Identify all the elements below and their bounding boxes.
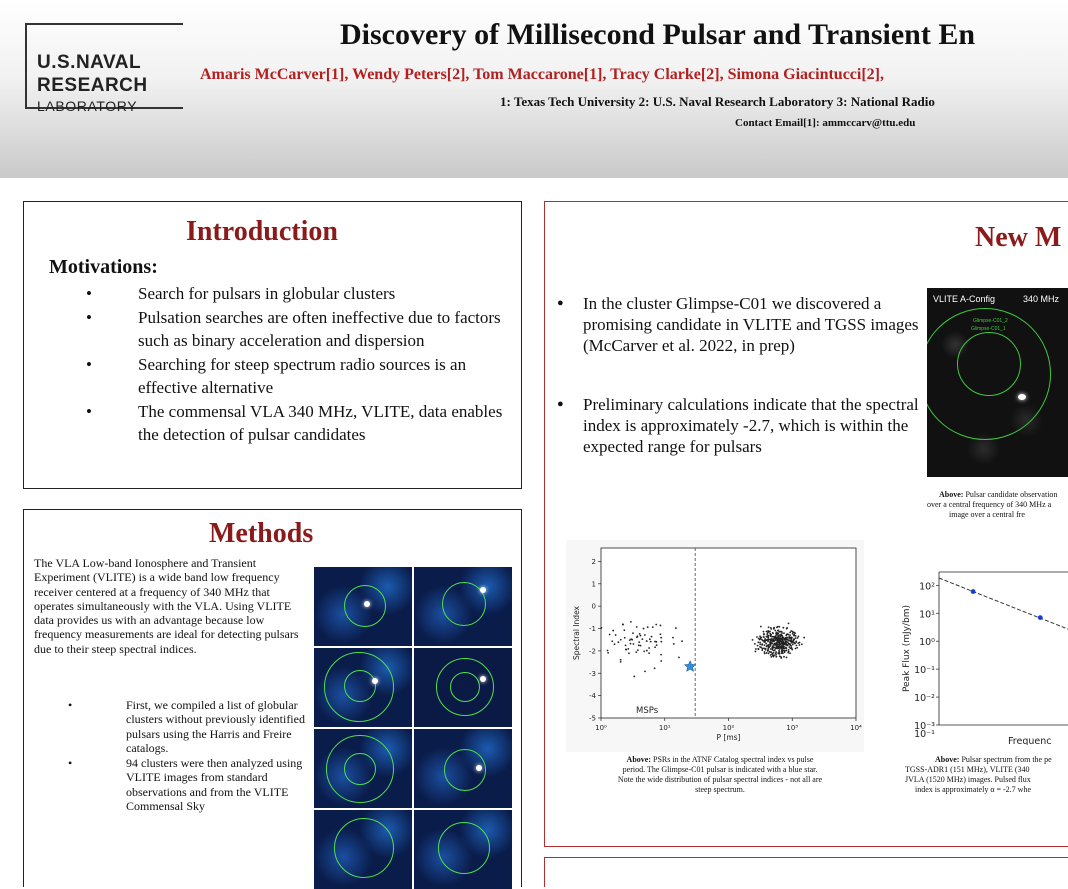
data-point — [764, 644, 766, 646]
data-point — [759, 642, 761, 644]
spectrum-caption: Above: Pulsar spectrum from the pe TGSS-ADR1 (151 MHz), VLITE (340 JVLA (1520 MHz) images. Pulsed flux index is approximately α = -2.7 whe — [905, 755, 1052, 794]
data-point — [778, 650, 780, 652]
data-point — [625, 648, 627, 650]
list-item: • Search for pulsars in globular clusters — [86, 282, 506, 305]
data-point — [628, 652, 630, 654]
data-point — [655, 641, 657, 643]
data-point — [783, 632, 785, 634]
spectrum-point — [971, 589, 976, 594]
data-point — [660, 625, 662, 627]
data-point — [647, 626, 649, 628]
data-point — [780, 643, 782, 645]
data-point — [774, 639, 776, 641]
data-point — [607, 650, 609, 652]
new-msp-title: New M — [975, 222, 1062, 253]
data-point — [770, 656, 772, 658]
data-point — [620, 659, 622, 661]
data-point — [766, 652, 768, 654]
motivations-heading: Motivations: — [49, 256, 158, 278]
data-point — [788, 649, 790, 651]
data-point — [625, 644, 627, 646]
data-point — [607, 652, 609, 654]
data-point — [786, 641, 788, 643]
data-point — [757, 645, 759, 647]
methods-panel — [23, 509, 522, 887]
data-point — [770, 645, 772, 647]
nrl-logo — [25, 23, 183, 114]
data-point — [655, 624, 657, 626]
y-tick-label: 10² — [919, 581, 935, 593]
data-point — [768, 631, 770, 633]
data-point — [660, 633, 662, 635]
data-point — [788, 651, 790, 653]
list-item: • Searching for steep spectrum radio sources is an effective alternative — [86, 353, 506, 399]
logo-line-2: RESEARCH — [37, 75, 148, 96]
y-tick-label: -5 — [589, 714, 596, 723]
data-point — [639, 633, 641, 635]
new-msp-panel — [544, 201, 1068, 847]
data-point — [632, 632, 634, 634]
data-point — [765, 643, 767, 645]
data-point — [767, 650, 769, 652]
data-point — [660, 654, 662, 656]
image-config-label: VLITE A-Config — [933, 294, 996, 304]
cluster-image — [414, 810, 512, 889]
data-point — [782, 645, 784, 647]
data-point — [776, 647, 778, 649]
data-point — [782, 627, 784, 629]
data-point — [786, 650, 788, 652]
data-point — [781, 650, 783, 652]
data-point — [764, 653, 766, 655]
spectrum-point — [1038, 615, 1043, 620]
data-point — [775, 642, 777, 644]
new-msp-list — [553, 293, 925, 457]
introduction-title: Introduction — [186, 216, 338, 247]
data-point — [673, 643, 675, 645]
data-point — [786, 657, 788, 659]
data-point — [779, 639, 781, 641]
data-point — [796, 645, 798, 647]
data-point — [788, 622, 790, 624]
data-point — [764, 638, 766, 640]
data-point — [780, 647, 782, 649]
data-point — [752, 639, 754, 641]
data-point — [791, 637, 793, 639]
data-point — [761, 644, 763, 646]
data-point — [759, 643, 761, 645]
data-point — [767, 637, 769, 639]
x-tick-label: 10³ — [786, 724, 799, 732]
image-tag: Glimpse-C01_1 — [971, 326, 1006, 332]
poster-title: Discovery of Millisecond Pulsar and Transient En — [340, 18, 976, 51]
image-tag: Glimpse-C01_2 — [973, 318, 1008, 324]
data-point — [790, 630, 792, 632]
y-axis-label: Spectral Index — [572, 606, 581, 660]
vlite-candidate-image — [927, 288, 1068, 477]
data-point — [781, 643, 783, 645]
list-item: • The commensal VLA 340 MHz, VLITE, data enables the detection of pulsar candidates — [86, 400, 506, 446]
data-point — [774, 630, 776, 632]
data-point — [600, 627, 602, 629]
data-point — [617, 641, 619, 643]
cluster-image — [314, 648, 412, 727]
y-tick-label: -2 — [589, 647, 596, 656]
data-point — [785, 647, 787, 649]
data-point — [784, 651, 786, 653]
x-axis-label: Frequenc — [1008, 736, 1052, 745]
data-point — [681, 640, 683, 642]
data-point — [777, 626, 779, 628]
data-point — [782, 641, 784, 643]
data-point — [614, 643, 616, 645]
data-point — [767, 635, 769, 637]
data-point — [649, 638, 651, 640]
data-point — [793, 635, 795, 637]
data-point — [755, 651, 757, 653]
data-point — [801, 643, 803, 645]
data-point — [779, 634, 781, 636]
data-point — [786, 637, 788, 639]
logo-line-1: U.S.NAVAL — [37, 52, 142, 73]
data-point — [643, 650, 645, 652]
poster-authors: Amaris McCarver[1], Wendy Peters[2], Tom Maccarone[1], Tracy Clarke[2], Simona Giacintucci[2], — [200, 66, 884, 83]
data-point — [793, 639, 795, 641]
data-point — [769, 642, 771, 644]
data-point — [651, 636, 653, 638]
list-item: ● Preliminary calculations indicate that the spectral index is approximately -2.7, which is within the expected range for pulsars — [553, 394, 925, 457]
data-point — [644, 670, 646, 672]
data-point — [654, 667, 656, 669]
data-point — [770, 651, 772, 653]
data-point — [794, 643, 796, 645]
data-point — [795, 635, 797, 637]
data-point — [788, 643, 790, 645]
y-tick-label: 10⁻³ — [914, 721, 935, 732]
data-point — [779, 653, 781, 655]
data-point — [782, 652, 784, 654]
data-point — [627, 648, 629, 650]
data-point — [776, 632, 778, 634]
x-tick-label: 10⁻¹ — [914, 729, 935, 740]
chart-caption: Above: PSRs in the ATNF Catalog spectral index vs pulse period. The Glimpse-C01 pulsar is indicated with a blue star. Note the wide distribution of pulsar spectral indices - not all are steep spectrum. — [617, 755, 823, 794]
cluster-image — [314, 810, 412, 889]
data-point — [764, 649, 766, 651]
data-point — [760, 637, 762, 639]
data-point — [773, 640, 775, 642]
data-point — [786, 628, 788, 630]
data-point — [763, 647, 765, 649]
data-point — [646, 650, 648, 652]
poster-header — [0, 0, 1068, 178]
data-point — [778, 626, 780, 628]
data-point — [644, 634, 646, 636]
data-point — [675, 627, 677, 629]
introduction-panel — [23, 201, 522, 489]
data-point — [646, 640, 648, 642]
x-tick-label: 10⁴ — [850, 724, 862, 732]
cluster-image — [414, 567, 512, 646]
data-point — [630, 643, 632, 645]
data-point — [637, 649, 639, 651]
data-point — [633, 643, 635, 645]
y-axis-label: Peak Flux (mJy/bm) — [902, 604, 912, 693]
y-tick-label: -1 — [589, 625, 596, 634]
cluster-image — [414, 648, 512, 727]
data-point — [776, 644, 778, 646]
power-law-fit — [939, 578, 1068, 642]
methods-title: Methods — [209, 518, 314, 549]
y-tick-label: 10⁻¹ — [914, 665, 935, 677]
y-tick-label: 0 — [591, 602, 596, 611]
data-point — [795, 648, 797, 650]
data-point — [796, 647, 798, 649]
y-tick-label: 10⁻² — [914, 693, 935, 705]
motivations-list — [86, 282, 506, 447]
data-point — [635, 651, 637, 653]
data-point — [795, 641, 797, 643]
data-point — [622, 624, 624, 626]
data-point — [783, 656, 785, 658]
data-point — [623, 629, 625, 631]
data-point — [792, 633, 794, 635]
data-point — [760, 626, 762, 628]
data-point — [759, 646, 761, 648]
data-point — [678, 657, 680, 659]
data-point — [640, 645, 642, 647]
data-point — [789, 634, 791, 636]
data-point — [763, 631, 765, 633]
image-caption: Above: Pulsar candidate observation over a central frequency of 340 MHz a image over a central fre — [927, 490, 1058, 519]
spectral-index-chart — [566, 540, 864, 752]
data-point — [783, 648, 785, 650]
logo-line-3: LABORATORY — [37, 98, 138, 114]
data-point — [770, 640, 772, 642]
plot-area — [601, 548, 856, 718]
data-point — [774, 654, 776, 656]
y-tick-label: 1 — [591, 580, 596, 589]
spectral-index-svg — [566, 540, 864, 752]
data-point — [787, 633, 789, 635]
data-point — [784, 638, 786, 640]
data-point — [780, 631, 782, 633]
list-item: • Pulsation searches are often ineffective due to factors such as binary acceleration and dispersion — [86, 306, 506, 352]
y-tick-label: 2 — [591, 557, 596, 566]
data-point — [777, 637, 779, 639]
data-point — [755, 648, 757, 650]
data-point — [761, 649, 763, 651]
x-tick-label: 10⁰ — [595, 724, 607, 732]
data-point — [782, 636, 784, 638]
data-point — [656, 644, 658, 646]
data-point — [609, 634, 611, 636]
data-point — [770, 628, 772, 630]
data-point — [624, 637, 626, 639]
data-point — [785, 643, 787, 645]
vlite-image-grid — [314, 567, 512, 889]
data-point — [650, 641, 652, 643]
data-point — [789, 652, 791, 654]
data-point — [652, 626, 654, 628]
data-point — [789, 647, 791, 649]
data-point — [773, 627, 775, 629]
data-point — [630, 621, 632, 623]
data-point — [795, 637, 797, 639]
y-tick-label: -3 — [589, 669, 596, 678]
data-point — [638, 644, 640, 646]
cluster-image — [414, 729, 512, 808]
data-point — [778, 630, 780, 632]
data-point — [775, 652, 777, 654]
poster-affiliations: 1: Texas Tech University 2: U.S. Naval Research Laboratory 3: National Radio — [500, 94, 935, 109]
list-item: • 94 clusters were then analyzed using VLITE images from standard observations and from the VLITE Commensal Sky — [68, 756, 308, 813]
image-frequency-label: 340 MHz — [1023, 294, 1060, 304]
list-item: • First, we compiled a list of globular clusters without previously identified pulsars using the Harris and Freire catalogs. — [68, 698, 308, 755]
data-point — [636, 635, 638, 637]
x-tick-label: 10¹ — [658, 724, 671, 732]
data-point — [640, 635, 642, 637]
data-point — [756, 636, 758, 638]
data-point — [660, 637, 662, 639]
data-point — [766, 633, 768, 635]
data-point — [654, 646, 656, 648]
data-point — [792, 644, 794, 646]
data-point — [775, 636, 777, 638]
data-point — [787, 639, 789, 641]
data-point — [643, 628, 645, 630]
data-point — [620, 639, 622, 641]
data-point — [788, 637, 790, 639]
data-point — [636, 626, 638, 628]
data-point — [757, 641, 759, 643]
data-point — [767, 640, 769, 642]
data-point — [759, 639, 761, 641]
data-point — [790, 641, 792, 643]
data-point — [782, 639, 784, 641]
data-point — [771, 648, 773, 650]
data-point — [803, 637, 805, 639]
data-point — [638, 641, 640, 643]
pulsar-spectrum-svg — [900, 568, 1068, 745]
data-point — [799, 642, 801, 644]
msp-annotation: MSPs — [636, 706, 659, 716]
pulsar-candidate-source — [1018, 394, 1026, 400]
data-point — [631, 639, 633, 641]
data-point — [633, 676, 635, 678]
data-point — [798, 644, 800, 646]
data-point — [788, 640, 790, 642]
data-point — [775, 656, 777, 658]
data-point — [768, 648, 770, 650]
cluster-image — [314, 567, 412, 646]
y-tick-label: 10⁰ — [919, 637, 935, 649]
data-point — [787, 645, 789, 647]
data-point — [641, 638, 643, 640]
data-point — [768, 652, 770, 654]
poster-contact: Contact Email[1]: ammccarv@ttu.edu — [735, 117, 916, 129]
data-point — [761, 639, 763, 641]
data-point — [757, 648, 759, 650]
data-point — [648, 647, 650, 649]
data-point — [777, 640, 779, 642]
data-point — [774, 649, 776, 651]
x-tick-label: 10² — [722, 724, 735, 732]
pulsar-spectrum-chart — [900, 568, 1068, 745]
next-panel — [544, 857, 1068, 887]
data-point — [781, 635, 783, 637]
y-tick-label: -4 — [589, 692, 596, 701]
data-point — [672, 637, 674, 639]
data-point — [779, 641, 781, 643]
data-point — [790, 645, 792, 647]
data-point — [767, 645, 769, 647]
data-point — [611, 640, 613, 642]
data-point — [764, 641, 766, 643]
data-point — [660, 660, 662, 662]
data-point — [768, 626, 770, 628]
cluster-image — [314, 729, 412, 808]
data-point — [779, 655, 781, 657]
data-point — [794, 632, 796, 634]
data-point — [754, 643, 756, 645]
data-point — [620, 661, 622, 663]
list-item: ● In the cluster Glimpse-C01 we discovered a promising candidate in VLITE and TGSS images (McCarver et al. 2022, in prep) — [553, 293, 925, 356]
data-point — [660, 641, 662, 643]
methods-list — [68, 698, 308, 814]
data-point — [798, 636, 800, 638]
x-axis-label: P [ms] — [716, 733, 741, 742]
data-point — [772, 632, 774, 634]
data-point — [612, 630, 614, 632]
data-point — [648, 652, 650, 654]
y-tick-label: 10¹ — [919, 609, 935, 621]
data-point — [770, 635, 772, 637]
data-point — [778, 647, 780, 649]
data-point — [763, 634, 765, 636]
data-point — [615, 634, 617, 636]
data-point — [770, 648, 772, 650]
methods-paragraph: The VLA Low-band Ionosphere and Transient Experiment (VLITE) is a wide band low frequency receiver centered at a frequency of 340 MHz that operates simultaneously with the VLA. Using VLITE data provides us with an advantage because low frequency measurements are ideal for detecting pulsars due to their steep spectral indices. — [34, 556, 299, 656]
data-point — [763, 636, 765, 638]
